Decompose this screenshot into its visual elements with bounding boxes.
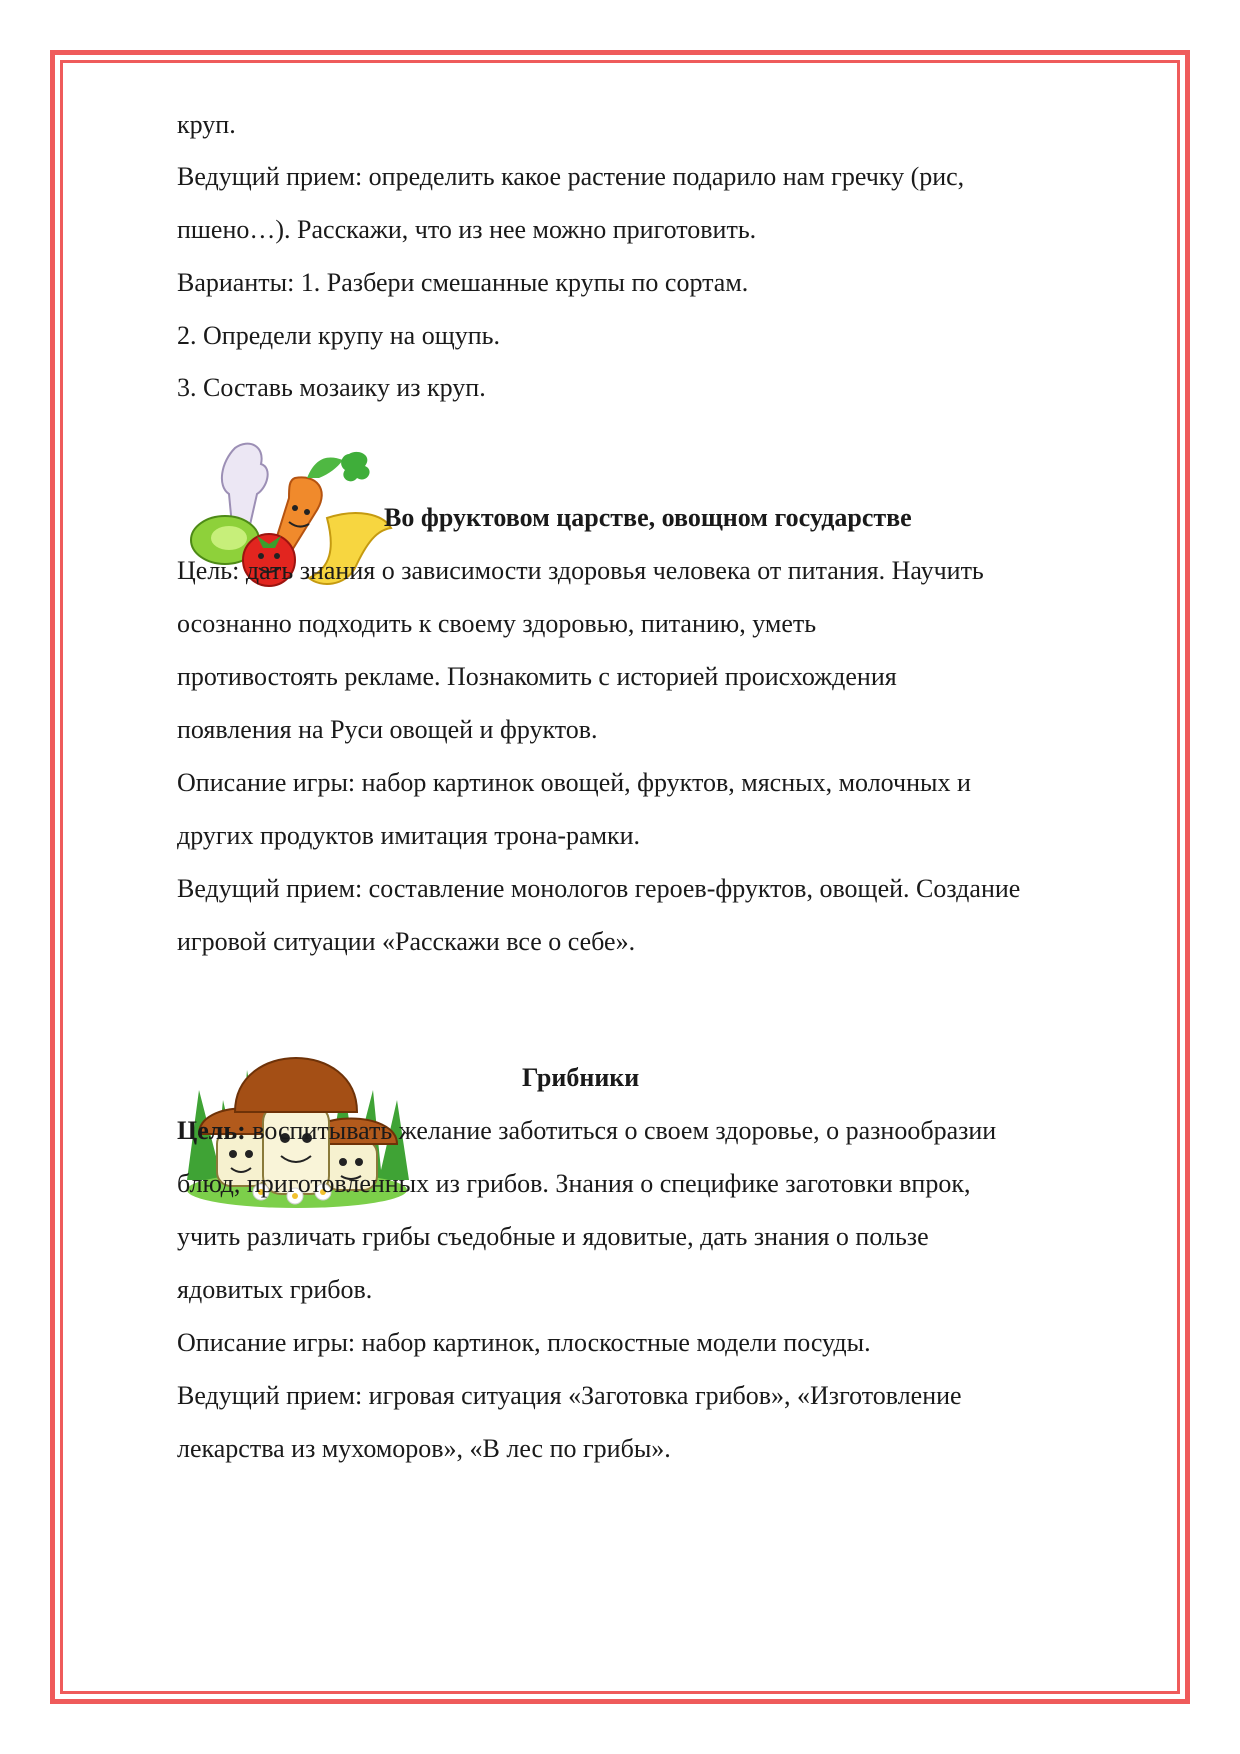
- paragraph-line: осознанно подходить к своему здоровью, питанию, уметь: [177, 609, 817, 638]
- paragraph-line: противостоять рекламе. Познакомить с историей происхождения: [177, 662, 897, 691]
- paragraph-line: Ведущий прием: игровая ситуация «Заготовка грибов», «Изготовление: [177, 1381, 962, 1410]
- goal-label: Цель:: [177, 1116, 246, 1145]
- paragraph-line: Ведущий прием: составление монологов героев-фруктов, овощей. Создание: [177, 874, 1021, 903]
- paragraph-line: лекарства из мухоморов», «В лес по грибы».: [177, 1434, 671, 1463]
- paragraph-line: [177, 1114, 996, 1148]
- paragraph-line: ядовитых грибов.: [177, 1275, 373, 1304]
- paragraph-line: появления на Руси овощей и фруктов.: [177, 715, 598, 744]
- paragraph-line: 2. Определи крупу на ощупь.: [177, 321, 500, 350]
- paragraph-line: 3. Составь мозаику из круп.: [177, 373, 486, 402]
- paragraph-line: Цель: дать знания о зависимости здоровья человека от питания. Научить: [177, 556, 984, 585]
- paragraph-line: Описание игры: набор картинок, плоскостные модели посуды.: [177, 1328, 871, 1357]
- paragraph-line: Описание игры: набор картинок овощей, фруктов, мясных, молочных и: [177, 768, 971, 797]
- paragraph-line: пшено…). Расскажи, что из нее можно приготовить.: [177, 215, 757, 244]
- section-title: Грибники: [522, 1063, 640, 1092]
- goal-text: воспитывать желание заботиться о своем здоровье, о разнообразии: [245, 1116, 997, 1145]
- paragraph-line: блюд, приготовленных из грибов. Знания о специфике заготовки впрок,: [177, 1169, 971, 1198]
- paragraph-line: Варианты: 1. Разбери смешанные крупы по сортам.: [177, 268, 749, 297]
- paragraph-line: Ведущий прием: определить какое растение подарило нам гречку (рис,: [177, 162, 965, 191]
- paragraph-line: учить различать грибы съедобные и ядовитые, дать знания о пользе: [177, 1222, 929, 1251]
- section-title: Во фруктовом царстве, овощном государстве: [384, 503, 912, 532]
- paragraph-line: других продуктов имитация трона-рамки.: [177, 821, 641, 850]
- paragraph-line: игровой ситуации «Расскажи все о себе».: [177, 927, 636, 956]
- paragraph-line: круп.: [177, 110, 236, 139]
